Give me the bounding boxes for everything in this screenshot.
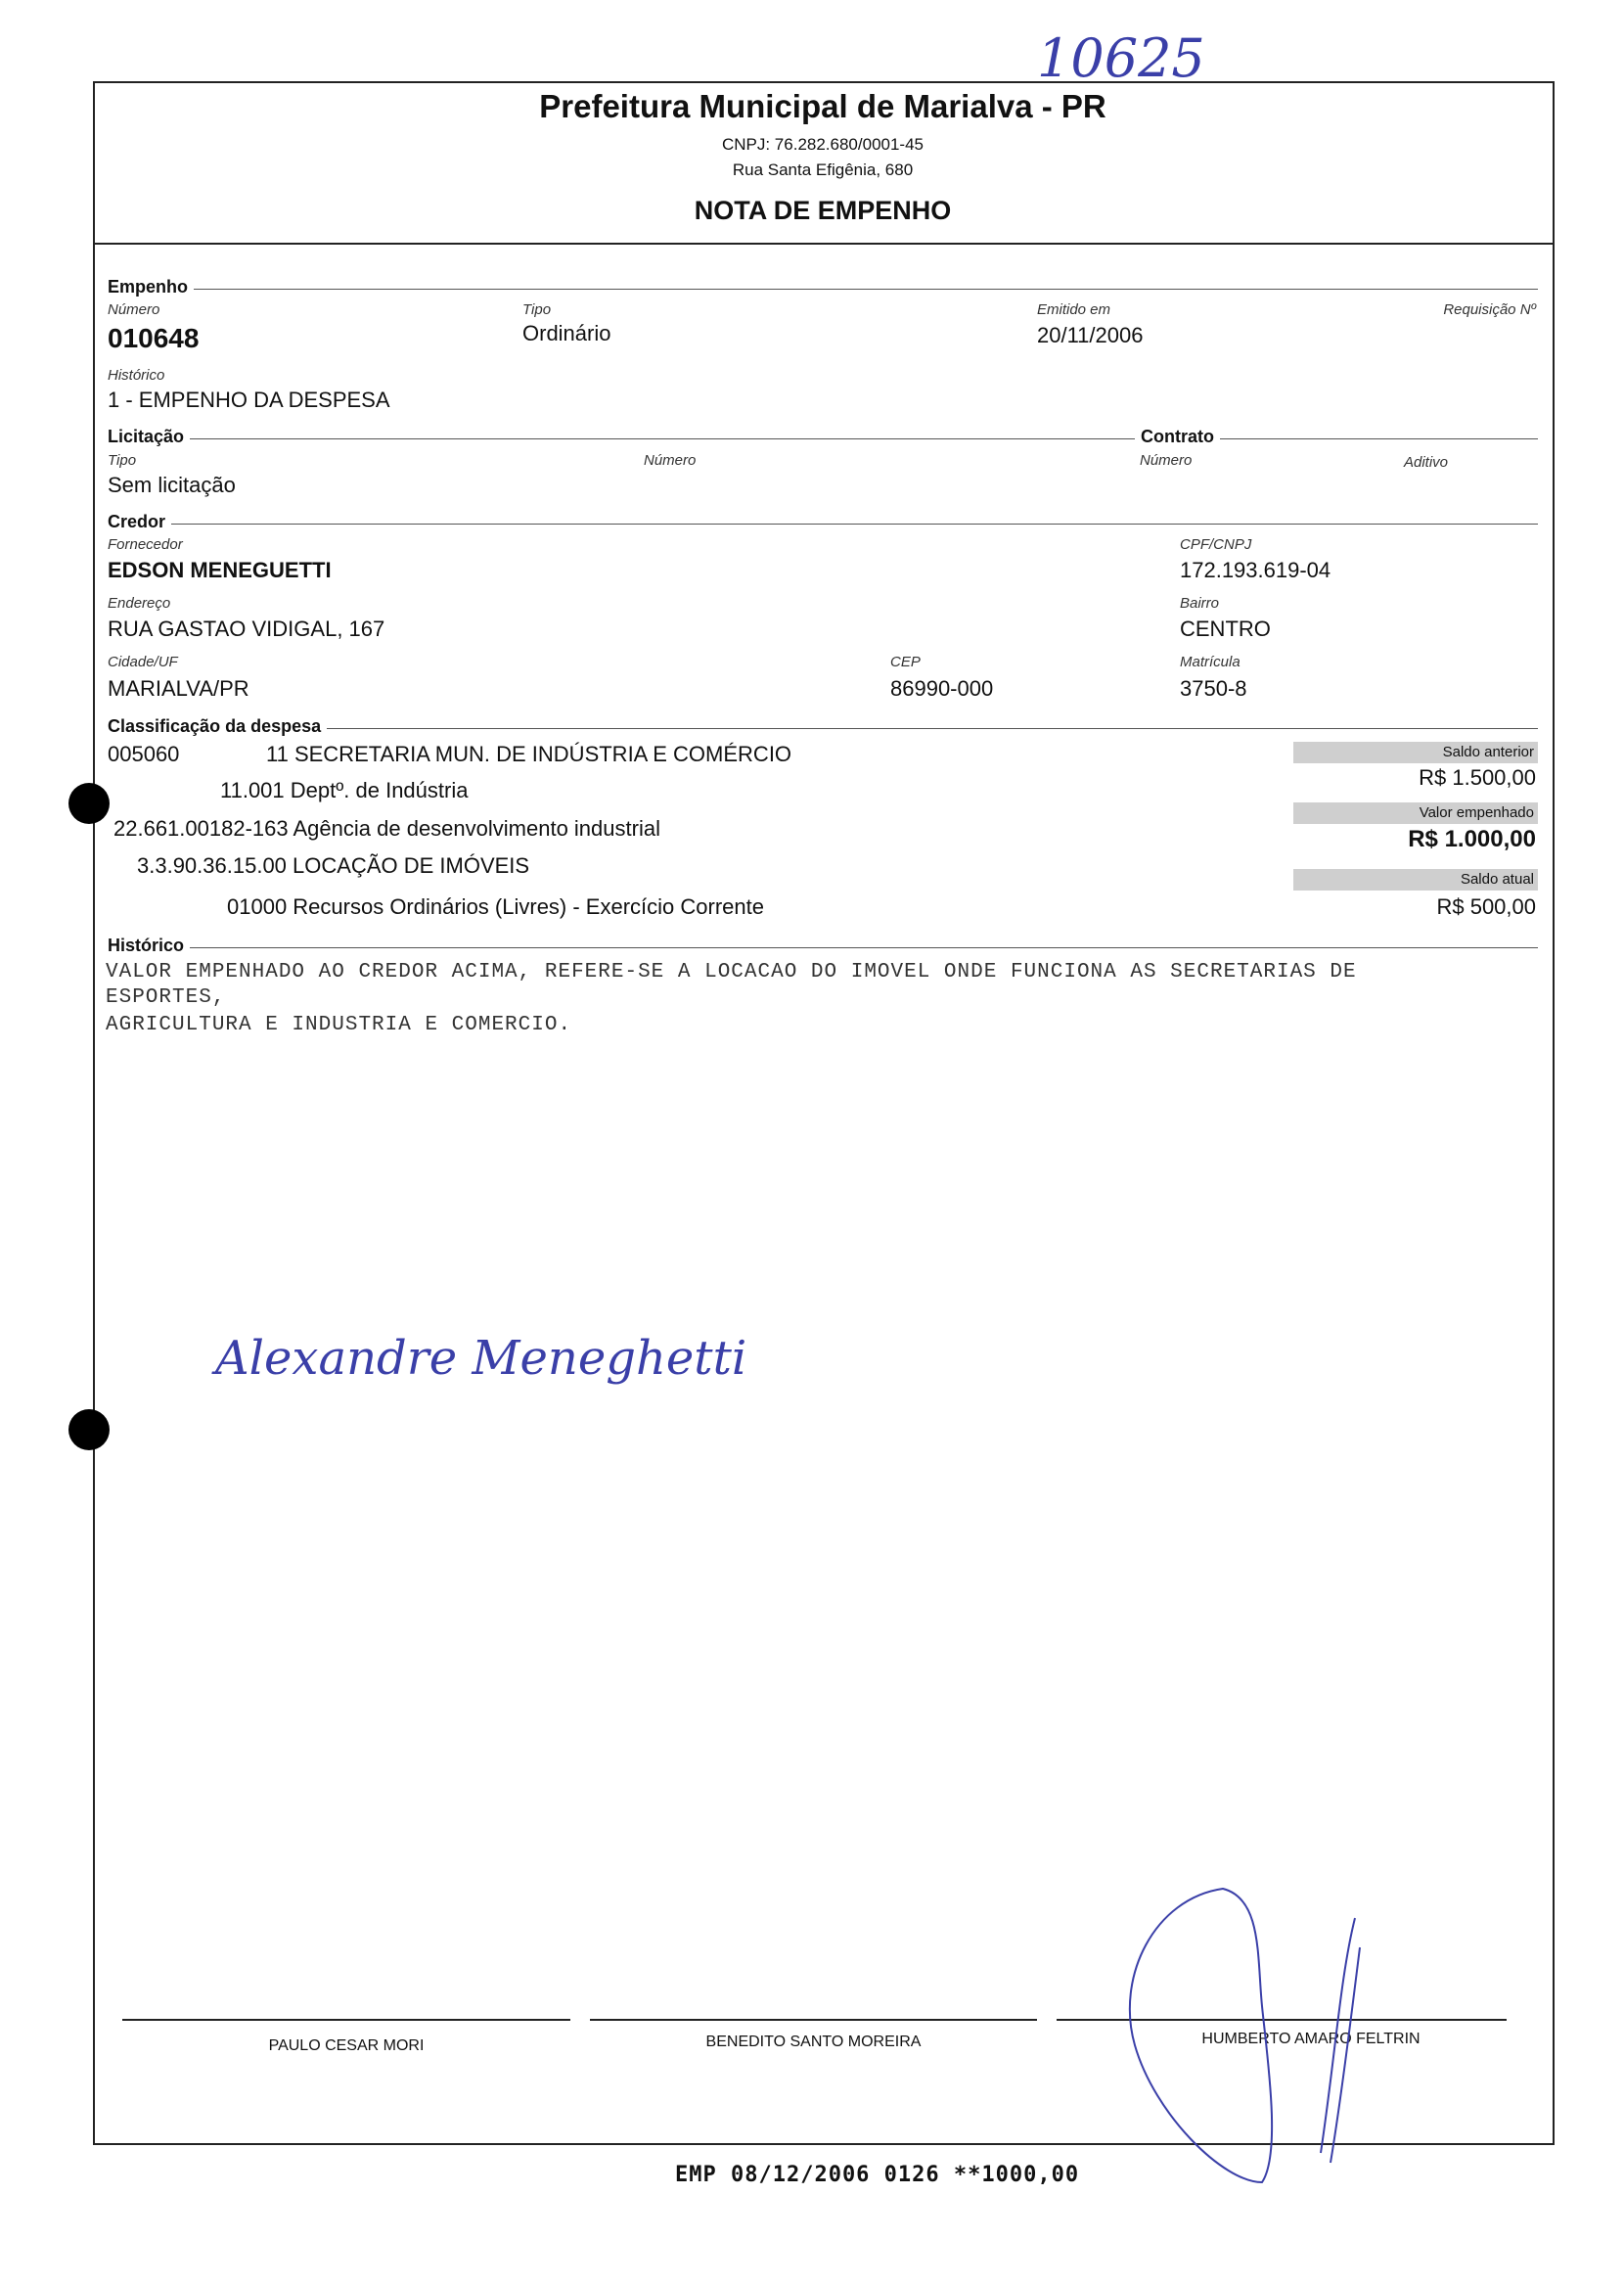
historico-line-3: AGRICULTURA E INDUSTRIA E COMERCIO. <box>106 1014 572 1036</box>
licitacao-rule <box>108 438 1538 439</box>
empenho-numero-label: Número <box>108 301 160 318</box>
punch-hole-top <box>68 783 110 824</box>
empenho-tipo: Ordinário <box>522 321 611 345</box>
signatory-2: BENEDITO SANTO MOREIRA <box>705 2034 922 2050</box>
bairro-value: CENTRO <box>1180 617 1271 641</box>
saldo-anterior-value: R$ 1.500,00 <box>1419 765 1536 790</box>
endereco-value: RUA GASTAO VIDIGAL, 167 <box>108 617 385 641</box>
historico-line-2: ESPORTES, <box>106 986 226 1009</box>
signatory-1: PAULO CESAR MORI <box>268 2037 425 2054</box>
cidade-label: Cidade/UF <box>108 654 178 670</box>
municipality-cnpj: CNPJ: 76.282.680/0001-45 <box>721 135 925 154</box>
classificacao-line-2: 11.001 Deptº. de Indústria <box>220 778 469 802</box>
document-title: NOTA DE EMPENHO <box>694 196 952 225</box>
signatory-3: HUMBERTO AMARO FELTRIN <box>1201 2031 1421 2047</box>
valor-empenhado-value: R$ 1.000,00 <box>1408 826 1536 852</box>
licitacao-tipo: Sem licitação <box>108 473 236 497</box>
classificacao-section-title: Classificação da despesa <box>108 716 327 737</box>
payment-stamp: EMP 08/12/2006 0126 **1000,00 <box>675 2163 1080 2187</box>
licitacao-tipo-label: Tipo <box>108 452 137 469</box>
municipality-address: Rua Santa Efigênia, 680 <box>732 160 914 179</box>
emitido-date: 20/11/2006 <box>1037 323 1144 347</box>
contrato-numero-label: Número <box>1140 452 1193 469</box>
bairro-label: Bairro <box>1180 595 1220 612</box>
municipality-title: Prefeitura Municipal de Marialva - PR <box>539 88 1106 124</box>
contrato-aditivo-label: Aditivo <box>1404 454 1449 471</box>
header-divider <box>93 243 1553 245</box>
empenho-rule <box>108 289 1538 290</box>
classificacao-line-3: 22.661.00182-163 Agência de desenvolvimento industrial <box>113 816 660 841</box>
valor-empenhado-label: Valor empenhado <box>1293 802 1538 824</box>
historico-line-1: VALOR EMPENHADO AO CREDOR ACIMA, REFERE-SE A LOCACAO DO IMOVEL ONDE FUNCIONA AS SECRETARIAS DE <box>106 961 1357 983</box>
empenho-numero: 010648 <box>108 323 200 353</box>
classificacao-line-1: 11 SECRETARIA MUN. DE INDÚSTRIA E COMÉRCIO <box>266 742 792 766</box>
contrato-section-title: Contrato <box>1135 427 1220 447</box>
cpf-label: CPF/CNPJ <box>1180 536 1252 553</box>
cep-label: CEP <box>890 654 921 670</box>
licitacao-numero-label: Número <box>644 452 697 469</box>
saldo-anterior-label: Saldo anterior <box>1293 742 1538 763</box>
classificacao-code: 005060 <box>108 742 180 766</box>
cidade-value: MARIALVA/PR <box>108 676 249 701</box>
handwritten-signature: Alexandre Meneghetti <box>215 1331 747 1386</box>
empenho-historico: 1 - EMPENHO DA DESPESA <box>108 388 390 412</box>
cpf-value: 172.193.619-04 <box>1180 558 1331 582</box>
classificacao-line-4: 3.3.90.36.15.00 LOCAÇÃO DE IMÓVEIS <box>137 853 530 878</box>
fornecedor-label: Fornecedor <box>108 536 183 553</box>
requisicao-label: Requisição Nº <box>1443 301 1536 318</box>
credor-section-title: Credor <box>108 512 171 532</box>
cep-value: 86990-000 <box>890 676 994 701</box>
endereco-label: Endereço <box>108 595 171 612</box>
licitacao-section-title: Licitação <box>108 427 190 447</box>
empenho-historico-label: Histórico <box>108 367 165 384</box>
signature-line-2 <box>590 2019 1037 2021</box>
saldo-atual-value: R$ 500,00 <box>1436 894 1536 919</box>
fornecedor-name: EDSON MENEGUETTI <box>108 558 332 582</box>
emitido-label: Emitido em <box>1037 301 1111 318</box>
punch-hole-bottom <box>68 1409 110 1450</box>
historico-section-title: Histórico <box>108 936 190 956</box>
empenho-section-title: Empenho <box>108 277 194 297</box>
matricula-value: 3750-8 <box>1180 676 1247 701</box>
saldo-atual-label: Saldo atual <box>1293 869 1538 891</box>
credor-rule <box>108 524 1538 525</box>
classificacao-line-5: 01000 Recursos Ordinários (Livres) - Exercício Corrente <box>227 894 764 919</box>
empenho-tipo-label: Tipo <box>522 301 552 318</box>
historico-rule <box>108 947 1538 948</box>
signature-line-1 <box>122 2019 570 2021</box>
matricula-label: Matrícula <box>1180 654 1241 670</box>
signature-scribble <box>1115 1859 1370 2192</box>
handwritten-document-number: 10625 <box>1037 27 1205 89</box>
